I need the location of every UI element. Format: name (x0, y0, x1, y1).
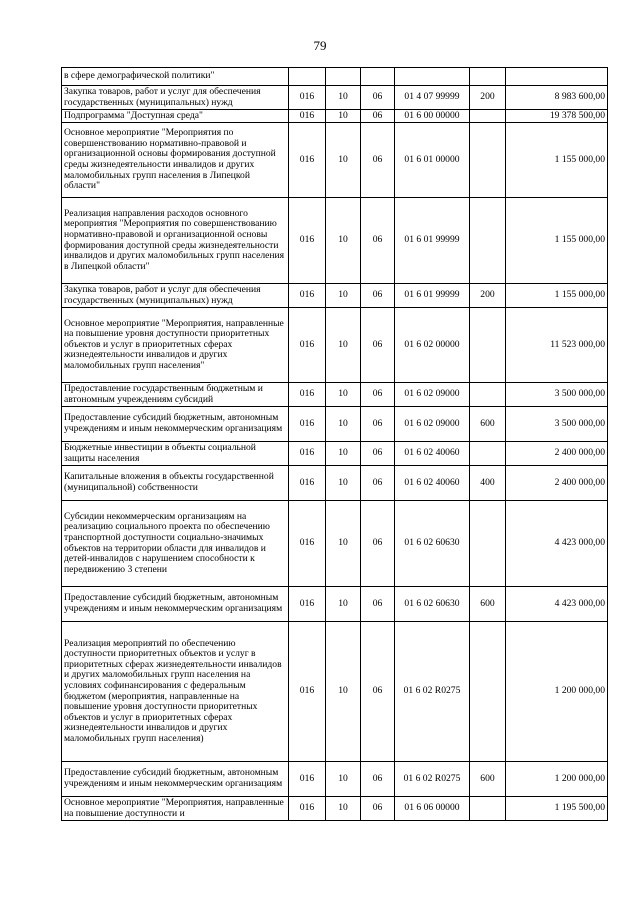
section-cell: 10 (326, 466, 361, 501)
ministry-code-cell: 016 (289, 123, 326, 198)
expense-type-cell (470, 110, 506, 123)
table-row (62, 284, 608, 308)
expense-type-cell (470, 68, 506, 86)
section-cell: 10 (326, 622, 361, 762)
table-row (62, 383, 608, 407)
ministry-code-cell: 016 (289, 110, 326, 123)
amount-cell: 8 983 600,00 (506, 86, 608, 110)
section-cell: 10 (326, 123, 361, 198)
row-name-cell: Предоставление государственным бюджетным и автономным учреждениям субсидий (62, 383, 289, 407)
ministry-code-cell (289, 68, 326, 86)
row-name-cell: Основное мероприятие "Мероприятия, направленные на повышение уровня доступности приоритетных объектов и услуг в приоритетных сферах жизнедеятельности инвалидов и других маломобильных групп населения" (62, 308, 289, 383)
page-number: 79 (313, 38, 327, 53)
row-name-cell: Бюджетные инвестиции в объекты социальной защиты населения (62, 442, 289, 466)
ministry-code-cell: 016 (289, 284, 326, 308)
ministry-code-cell: 016 (289, 622, 326, 762)
section-cell: 10 (326, 442, 361, 466)
amount-cell: 1 155 000,00 (506, 284, 608, 308)
row-name-cell: Предоставление субсидий бюджетным, автономным учреждениям и иным некоммерческим организациям (62, 587, 289, 622)
expense-type-cell (470, 383, 506, 407)
table-row (62, 622, 608, 762)
amount-cell: 4 423 000,00 (506, 587, 608, 622)
table-row (62, 123, 608, 198)
amount-cell: 3 500 000,00 (506, 383, 608, 407)
row-name-cell: Закупка товаров, работ и услуг для обеспечения государственных (муниципальных) нужд (62, 86, 289, 110)
row-name-cell: Субсидии некоммерческим организациям на реализацию социального проекта по обеспечению транспортной доступности социально-значимых объектов на территории области для инвалидов и детей-инвалидов с нарушением способности к передвижению 3 степени (62, 501, 289, 587)
ministry-code-cell: 016 (289, 308, 326, 383)
row-name-cell: Предоставление субсидий бюджетным, автономным учреждениям и иным некоммерческим организациям (62, 762, 289, 797)
subsection-cell: 06 (361, 762, 395, 797)
ministry-code-cell: 016 (289, 442, 326, 466)
section-cell: 10 (326, 284, 361, 308)
ministry-code-cell: 016 (289, 501, 326, 587)
subsection-cell: 06 (361, 308, 395, 383)
ministry-code-cell: 016 (289, 86, 326, 110)
subsection-cell: 06 (361, 797, 395, 821)
amount-cell: 2 400 000,00 (506, 466, 608, 501)
subsection-cell: 06 (361, 123, 395, 198)
section-cell: 10 (326, 383, 361, 407)
ministry-code-cell: 016 (289, 797, 326, 821)
expense-type-cell: 600 (470, 587, 506, 622)
section-cell: 10 (326, 198, 361, 284)
subsection-cell: 06 (361, 587, 395, 622)
target-article-cell: 01 6 06 00000 (395, 797, 470, 821)
section-cell: 10 (326, 587, 361, 622)
amount-cell: 1 155 000,00 (506, 198, 608, 284)
ministry-code-cell: 016 (289, 407, 326, 442)
amount-cell: 4 423 000,00 (506, 501, 608, 587)
subsection-cell: 06 (361, 110, 395, 123)
row-name-cell: Основное мероприятие "Мероприятия по совершенствованию нормативно-правовой и организационной основы формирования доступной среды жизнедеятельности инвалидов и других маломобильных групп населения в Липецкой области" (62, 123, 289, 198)
target-article-cell: 01 6 01 99999 (395, 198, 470, 284)
ministry-code-cell: 016 (289, 466, 326, 501)
table-row (62, 110, 608, 123)
table-row (62, 797, 608, 821)
amount-cell (506, 68, 608, 86)
subsection-cell: 06 (361, 466, 395, 501)
expense-type-cell (470, 123, 506, 198)
target-article-cell: 01 6 02 40060 (395, 466, 470, 501)
expense-type-cell: 600 (470, 407, 506, 442)
section-cell (326, 68, 361, 86)
table-row (62, 501, 608, 587)
table-row (62, 587, 608, 622)
expense-type-cell (470, 442, 506, 466)
amount-cell: 3 500 000,00 (506, 407, 608, 442)
amount-cell: 1 200 000,00 (506, 762, 608, 797)
expense-type-cell (470, 198, 506, 284)
row-name-cell: Реализация мероприятий по обеспечению доступности приоритетных объектов и услуг в приоритетных сферах жизнедеятельности инвалидов и других маломобильных групп населения на условиях софинансирования с федеральным бюджетом (мероприятия, направленные на повышение уровня доступности приоритетных объектов и услуг в приоритетных сферах жизнедеятельности инвалидов и других маломобильных групп населения) (62, 622, 289, 762)
section-cell: 10 (326, 308, 361, 383)
row-name-cell: Реализация направления расходов основного мероприятия "Мероприятия по совершенствованию нормативно-правовой и организационной основы формирования доступной среды жизнедеятельности инвалидов и других маломобильных групп населения в Липецкой области" (62, 198, 289, 284)
expense-type-cell: 200 (470, 86, 506, 110)
table-row (62, 407, 608, 442)
amount-cell: 11 523 000,00 (506, 308, 608, 383)
target-article-cell: 01 6 01 00000 (395, 123, 470, 198)
expense-type-cell: 400 (470, 466, 506, 501)
expense-type-cell (470, 308, 506, 383)
expense-type-cell (470, 797, 506, 821)
row-name-cell: Закупка товаров, работ и услуг для обеспечения государственных (муниципальных) нужд (62, 284, 289, 308)
section-cell: 10 (326, 762, 361, 797)
subsection-cell: 06 (361, 442, 395, 466)
expense-type-cell (470, 501, 506, 587)
table-row (62, 442, 608, 466)
table-row (62, 68, 608, 86)
ministry-code-cell: 016 (289, 587, 326, 622)
subsection-cell: 06 (361, 284, 395, 308)
table-row (62, 86, 608, 110)
row-name-cell: Подпрограмма "Доступная среда" (62, 110, 289, 123)
expense-type-cell (470, 622, 506, 762)
subsection-cell: 06 (361, 383, 395, 407)
subsection-cell: 06 (361, 198, 395, 284)
target-article-cell: 01 6 02 R0275 (395, 762, 470, 797)
row-name-cell: Капитальные вложения в объекты государственной (муниципальной) собственности (62, 466, 289, 501)
table-row (62, 466, 608, 501)
target-article-cell: 01 6 02 00000 (395, 308, 470, 383)
amount-cell: 1 200 000,00 (506, 622, 608, 762)
amount-cell: 19 378 500,00 (506, 110, 608, 123)
target-article-cell: 01 6 01 99999 (395, 284, 470, 308)
table-row (62, 762, 608, 797)
section-cell: 10 (326, 501, 361, 587)
amount-cell: 1 195 500,00 (506, 797, 608, 821)
section-cell: 10 (326, 797, 361, 821)
table-row (62, 308, 608, 383)
subsection-cell: 06 (361, 501, 395, 587)
target-article-cell: 01 6 02 09000 (395, 383, 470, 407)
subsection-cell: 06 (361, 407, 395, 442)
row-name-cell: в сфере демографической политики" (62, 68, 289, 86)
subsection-cell: 06 (361, 86, 395, 110)
target-article-cell: 01 6 02 R0275 (395, 622, 470, 762)
table-body (62, 68, 608, 821)
target-article-cell: 01 6 00 00000 (395, 110, 470, 123)
row-name-cell: Основное мероприятие "Мероприятия, направленные на повышение доступности и (62, 797, 289, 821)
expense-type-cell: 200 (470, 284, 506, 308)
row-name-cell: Предоставление субсидий бюджетным, автономным учреждениям и иным некоммерческим организациям (62, 407, 289, 442)
target-article-cell: 01 6 02 09000 (395, 407, 470, 442)
subsection-cell: 06 (361, 622, 395, 762)
amount-cell: 1 155 000,00 (506, 123, 608, 198)
ministry-code-cell: 016 (289, 383, 326, 407)
budget-table (61, 67, 608, 821)
subsection-cell (361, 68, 395, 86)
ministry-code-cell: 016 (289, 198, 326, 284)
section-cell: 10 (326, 110, 361, 123)
target-article-cell: 01 6 02 60630 (395, 501, 470, 587)
amount-cell: 2 400 000,00 (506, 442, 608, 466)
table-row (62, 198, 608, 284)
target-article-cell: 01 6 02 40060 (395, 442, 470, 466)
section-cell: 10 (326, 407, 361, 442)
target-article-cell (395, 68, 470, 86)
target-article-cell: 01 4 07 99999 (395, 86, 470, 110)
expense-type-cell: 600 (470, 762, 506, 797)
section-cell: 10 (326, 86, 361, 110)
target-article-cell: 01 6 02 60630 (395, 587, 470, 622)
ministry-code-cell: 016 (289, 762, 326, 797)
